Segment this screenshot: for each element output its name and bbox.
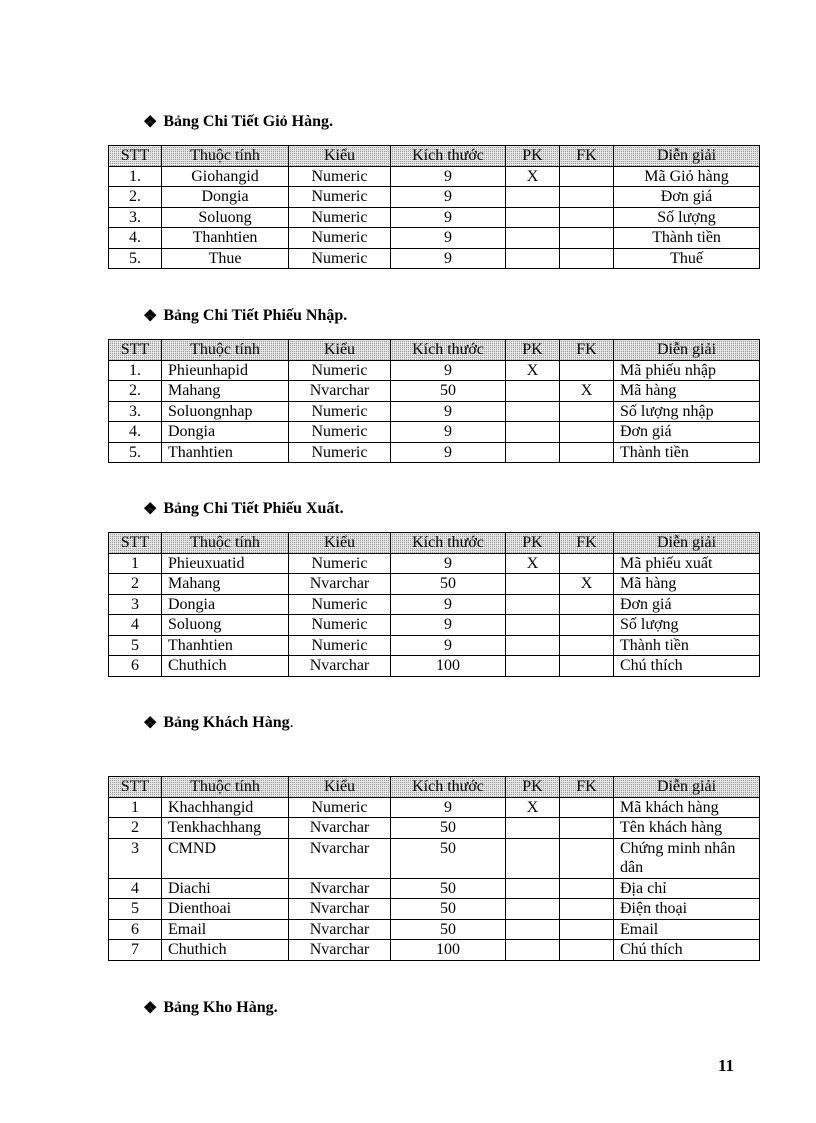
table-cell: 9 xyxy=(391,797,506,818)
table-cell: Mã phiếu nhập xyxy=(614,360,760,381)
table-cell: Nvarchar xyxy=(289,818,391,839)
table-cell: Phieunhapid xyxy=(162,360,289,381)
table-cell: X xyxy=(506,797,560,818)
table-cell: Nvarchar xyxy=(289,919,391,940)
table-cell: Numeric xyxy=(289,442,391,463)
column-header: PK xyxy=(506,146,560,167)
column-header: Diễn giải xyxy=(614,533,760,554)
diamond-bullet-icon: ❖ xyxy=(143,501,158,518)
table-cell: Soluong xyxy=(162,207,289,228)
table-cell: 4 xyxy=(109,615,162,636)
table-cell xyxy=(560,442,614,463)
table-cell xyxy=(560,360,614,381)
table-cell: 5 xyxy=(109,635,162,656)
table-cell: 3. xyxy=(109,401,162,422)
table-row xyxy=(109,187,760,208)
section-title-text: Bảng Chi Tiết Giỏ Hàng. xyxy=(163,113,334,130)
table-cell: Numeric xyxy=(289,553,391,574)
table-cell xyxy=(560,207,614,228)
table-row xyxy=(109,442,760,463)
table-cell: 100 xyxy=(391,940,506,961)
table-cell: Email xyxy=(614,919,760,940)
table-row xyxy=(109,360,760,381)
column-header: STT xyxy=(109,146,162,167)
table-cell: Nvarchar xyxy=(289,574,391,595)
column-header: FK xyxy=(560,777,614,798)
table-cell: Tenkhachhang xyxy=(162,818,289,839)
table-cell: Numeric xyxy=(289,797,391,818)
section-title-suffix: . xyxy=(289,714,294,731)
table-cell: 9 xyxy=(391,422,506,443)
column-header: FK xyxy=(560,340,614,361)
table-cell: 9 xyxy=(391,207,506,228)
column-header: STT xyxy=(109,340,162,361)
column-header: FK xyxy=(560,146,614,167)
table-cell: X xyxy=(506,166,560,187)
table-cell: 4. xyxy=(109,228,162,249)
column-header: Kiểu xyxy=(289,533,391,554)
table-cell: Số lượng xyxy=(614,615,760,636)
table-cell: Numeric xyxy=(289,248,391,269)
table-cell: 2. xyxy=(109,381,162,402)
table-cell xyxy=(506,878,560,899)
table-cell: Dienthoai xyxy=(162,899,289,920)
table-chi-tiet-gio-hang xyxy=(108,145,760,269)
column-header: Kiểu xyxy=(289,340,391,361)
table-cell: 4. xyxy=(109,422,162,443)
section-title-gio-hang xyxy=(143,112,333,132)
table-cell: CMND xyxy=(162,838,289,878)
table-row xyxy=(109,166,760,187)
table-cell: Giohangid xyxy=(162,166,289,187)
column-header: Thuộc tính xyxy=(162,533,289,554)
table-row xyxy=(109,553,760,574)
column-header: Kích thước xyxy=(391,146,506,167)
table-cell xyxy=(506,401,560,422)
table-cell: 50 xyxy=(391,381,506,402)
table-cell xyxy=(506,940,560,961)
table-cell xyxy=(506,574,560,595)
column-header: Diễn giải xyxy=(614,340,760,361)
table-row xyxy=(109,228,760,249)
table-cell: 1. xyxy=(109,360,162,381)
diamond-bullet-icon: ❖ xyxy=(143,114,158,131)
table-cell: 9 xyxy=(391,442,506,463)
table-cell: Nvarchar xyxy=(289,838,391,878)
table-cell: Dongia xyxy=(162,187,289,208)
table-cell xyxy=(506,442,560,463)
table-cell: Thue xyxy=(162,248,289,269)
table-header-row xyxy=(109,533,760,554)
table-cell: Đơn giá xyxy=(614,594,760,615)
table-cell: 9 xyxy=(391,228,506,249)
table-cell: X xyxy=(506,553,560,574)
table-cell xyxy=(506,635,560,656)
table-cell xyxy=(506,207,560,228)
table-cell: 9 xyxy=(391,166,506,187)
table-cell: Chú thích xyxy=(614,656,760,677)
table-khach-hang xyxy=(108,776,760,961)
table-cell xyxy=(560,422,614,443)
table-cell xyxy=(560,166,614,187)
table-header-row xyxy=(109,340,760,361)
table-cell: 2 xyxy=(109,818,162,839)
section-title-phieu-nhap xyxy=(143,306,347,326)
table-cell: Numeric xyxy=(289,207,391,228)
table-cell: Phieuxuatid xyxy=(162,553,289,574)
table-cell: Chú thích xyxy=(614,940,760,961)
table-cell: 9 xyxy=(391,594,506,615)
table-cell xyxy=(560,899,614,920)
table-cell: 1 xyxy=(109,553,162,574)
table-cell: Thành tiền xyxy=(614,442,760,463)
table-cell: Numeric xyxy=(289,615,391,636)
table-cell xyxy=(560,919,614,940)
table-cell: 50 xyxy=(391,878,506,899)
column-header: PK xyxy=(506,777,560,798)
table-cell: Thuế xyxy=(614,248,760,269)
table-cell: 3 xyxy=(109,594,162,615)
table-cell: 3 xyxy=(109,838,162,878)
table-cell: 4 xyxy=(109,878,162,899)
section-title-khach-hang xyxy=(143,713,294,733)
table-cell: Mã hàng xyxy=(614,381,760,402)
table-cell: Đơn giá xyxy=(614,422,760,443)
table-cell: 9 xyxy=(391,615,506,636)
table-cell xyxy=(560,797,614,818)
table-cell: Địa chỉ xyxy=(614,878,760,899)
table-cell: Numeric xyxy=(289,401,391,422)
table-cell xyxy=(560,635,614,656)
table-cell: X xyxy=(560,381,614,402)
table-cell: Thanhtien xyxy=(162,228,289,249)
table-cell: Dongia xyxy=(162,422,289,443)
table-cell: Khachhangid xyxy=(162,797,289,818)
table-cell xyxy=(506,919,560,940)
table-cell: Mã hàng xyxy=(614,574,760,595)
table-cell: Diachi xyxy=(162,878,289,899)
table-cell xyxy=(506,838,560,878)
table-cell: Chuthich xyxy=(162,940,289,961)
column-header: Kích thước xyxy=(391,340,506,361)
table-cell: Thanhtien xyxy=(162,635,289,656)
table-cell: Numeric xyxy=(289,228,391,249)
table-cell: 9 xyxy=(391,635,506,656)
table-cell xyxy=(560,553,614,574)
table-cell: Điện thoại xyxy=(614,899,760,920)
table-cell: 6 xyxy=(109,656,162,677)
table-row xyxy=(109,797,760,818)
table-cell: 2. xyxy=(109,187,162,208)
table-row xyxy=(109,635,760,656)
table-cell: 1 xyxy=(109,797,162,818)
table-row xyxy=(109,899,760,920)
column-header: Thuộc tính xyxy=(162,340,289,361)
table-cell: Numeric xyxy=(289,594,391,615)
table-cell: 9 xyxy=(391,248,506,269)
table-cell: Thành tiền xyxy=(614,228,760,249)
column-header: Diễn giải xyxy=(614,146,760,167)
section-title-kho-hang xyxy=(143,998,278,1018)
section-title-text: Bảng Chi Tiết Phiếu Nhập. xyxy=(163,307,348,324)
table-cell: 5. xyxy=(109,442,162,463)
table-cell: X xyxy=(560,574,614,595)
table-cell xyxy=(560,656,614,677)
table-cell: Số lượng xyxy=(614,207,760,228)
table-cell xyxy=(560,838,614,878)
table-cell: Chuthich xyxy=(162,656,289,677)
table-cell: Soluongnhap xyxy=(162,401,289,422)
table-row xyxy=(109,422,760,443)
table-cell xyxy=(560,401,614,422)
table-cell xyxy=(506,615,560,636)
table-row xyxy=(109,940,760,961)
column-header: Kiểu xyxy=(289,146,391,167)
table-row xyxy=(109,615,760,636)
table-cell: 7 xyxy=(109,940,162,961)
table-header-row xyxy=(109,777,760,798)
table-cell: Tên khách hàng xyxy=(614,818,760,839)
table-cell: 2 xyxy=(109,574,162,595)
table-cell: 50 xyxy=(391,919,506,940)
table-cell: 9 xyxy=(391,553,506,574)
table-cell: Đơn giá xyxy=(614,187,760,208)
table-cell: Dongia xyxy=(162,594,289,615)
table-row xyxy=(109,248,760,269)
table-row xyxy=(109,656,760,677)
table-cell: Nvarchar xyxy=(289,656,391,677)
table-cell: Nvarchar xyxy=(289,381,391,402)
table-cell xyxy=(560,248,614,269)
table-row xyxy=(109,207,760,228)
page-number: 11 xyxy=(718,1056,735,1075)
table-cell: Numeric xyxy=(289,360,391,381)
diamond-bullet-icon: ❖ xyxy=(143,715,158,732)
table-cell xyxy=(506,818,560,839)
column-header: PK xyxy=(506,533,560,554)
column-header: PK xyxy=(506,340,560,361)
table-chi-tiet-phieu-nhap xyxy=(108,339,760,463)
table-chi-tiet-phieu-xuat xyxy=(108,532,760,677)
table-row xyxy=(109,919,760,940)
table-cell: 5 xyxy=(109,899,162,920)
table-cell xyxy=(560,615,614,636)
table-cell: Mahang xyxy=(162,381,289,402)
table-cell: Email xyxy=(162,919,289,940)
table-cell: Chứng minh nhân dân xyxy=(614,838,760,878)
table-cell: 3. xyxy=(109,207,162,228)
table-cell: Soluong xyxy=(162,615,289,636)
table-cell: 50 xyxy=(391,818,506,839)
column-header: STT xyxy=(109,533,162,554)
table-cell: Mã Giỏ hàng xyxy=(614,166,760,187)
table-cell: 1. xyxy=(109,166,162,187)
table-cell xyxy=(506,228,560,249)
table-cell: Numeric xyxy=(289,422,391,443)
diamond-bullet-icon: ❖ xyxy=(143,1000,158,1017)
diamond-bullet-icon: ❖ xyxy=(143,308,158,325)
table-row xyxy=(109,878,760,899)
table-cell xyxy=(560,228,614,249)
table-cell: X xyxy=(506,360,560,381)
table-cell: Numeric xyxy=(289,166,391,187)
table-cell: Mahang xyxy=(162,574,289,595)
table-cell xyxy=(506,899,560,920)
table-cell: Nvarchar xyxy=(289,899,391,920)
table-cell xyxy=(506,656,560,677)
section-title-phieu-xuat xyxy=(143,499,344,519)
table-cell: Numeric xyxy=(289,635,391,656)
table-cell xyxy=(506,594,560,615)
table-cell: Nvarchar xyxy=(289,940,391,961)
column-header: Diễn giải xyxy=(614,777,760,798)
column-header: Kiểu xyxy=(289,777,391,798)
column-header: STT xyxy=(109,777,162,798)
table-cell xyxy=(560,187,614,208)
table-cell: 5. xyxy=(109,248,162,269)
table-cell xyxy=(506,187,560,208)
table-cell xyxy=(506,381,560,402)
section-title-text: Bảng Kho Hàng. xyxy=(163,999,278,1016)
table-cell: 50 xyxy=(391,574,506,595)
table-row xyxy=(109,838,760,878)
table-cell: 50 xyxy=(391,838,506,878)
section-title-text: Bảng Chi Tiết Phiếu Xuất. xyxy=(163,500,344,517)
table-cell: 6 xyxy=(109,919,162,940)
column-header: Kích thước xyxy=(391,533,506,554)
table-cell: Số lượng nhập xyxy=(614,401,760,422)
column-header: FK xyxy=(560,533,614,554)
table-cell: Mã khách hàng xyxy=(614,797,760,818)
table-cell xyxy=(560,818,614,839)
column-header: Kích thước xyxy=(391,777,506,798)
table-row xyxy=(109,574,760,595)
table-cell xyxy=(560,940,614,961)
table-cell: 9 xyxy=(391,401,506,422)
table-cell: Nvarchar xyxy=(289,878,391,899)
table-row xyxy=(109,381,760,402)
table-cell: 100 xyxy=(391,656,506,677)
table-cell: Numeric xyxy=(289,187,391,208)
table-cell xyxy=(506,248,560,269)
table-row xyxy=(109,401,760,422)
table-cell: Thanhtien xyxy=(162,442,289,463)
table-cell: Mã phiếu xuất xyxy=(614,553,760,574)
table-cell xyxy=(560,878,614,899)
section-title-text: Bảng Khách Hàng xyxy=(163,714,290,731)
table-row xyxy=(109,818,760,839)
table-cell: Thành tiền xyxy=(614,635,760,656)
table-row xyxy=(109,594,760,615)
column-header: Thuộc tính xyxy=(162,777,289,798)
table-cell xyxy=(560,594,614,615)
table-cell xyxy=(506,422,560,443)
table-cell: 9 xyxy=(391,360,506,381)
table-cell: 9 xyxy=(391,187,506,208)
table-cell: 50 xyxy=(391,899,506,920)
column-header: Thuộc tính xyxy=(162,146,289,167)
table-header-row xyxy=(109,146,760,167)
